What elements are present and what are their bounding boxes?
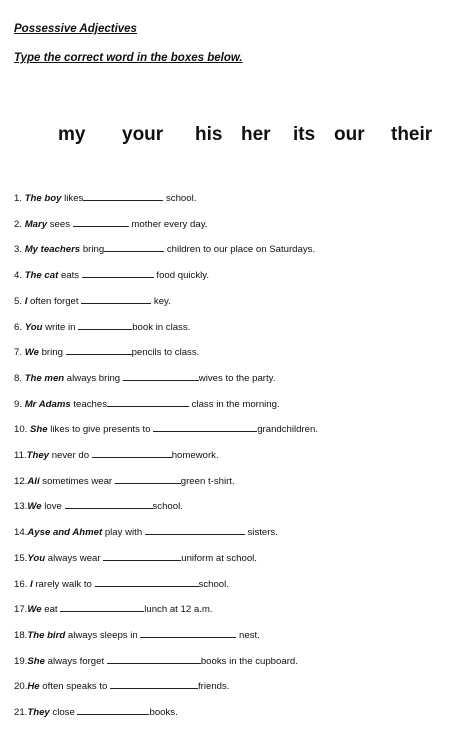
item-subject: We — [24, 347, 39, 359]
answer-blank[interactable] — [95, 576, 199, 587]
exercise-item — [14, 344, 199, 359]
exercise-item — [14, 396, 280, 411]
answer-blank[interactable] — [65, 498, 153, 509]
item-text-before: always sleeps in — [65, 629, 141, 641]
item-number: 15. — [14, 552, 28, 564]
word-bank-word: their — [391, 124, 433, 145]
item-subject: You — [24, 321, 43, 333]
exercise-item — [14, 421, 318, 436]
exercise-item — [14, 601, 213, 616]
word-bank-word: our — [334, 124, 365, 145]
item-text-after: green t-shirt. — [180, 475, 235, 487]
item-text-after: mother every day. — [128, 218, 208, 230]
item-text-before: bring — [38, 347, 66, 359]
item-text-after: food quickly. — [153, 270, 210, 282]
exercise-item — [14, 293, 171, 308]
item-number: 10. — [14, 424, 28, 436]
answer-blank[interactable] — [81, 293, 151, 304]
answer-blank[interactable] — [145, 524, 245, 535]
item-text-before: love — [41, 501, 65, 513]
item-text-before: eat — [41, 604, 61, 616]
item-number: 14. — [14, 527, 28, 539]
page-title: Possessive Adjectives — [14, 23, 137, 35]
item-number: 5. — [14, 295, 23, 307]
item-text-after: uniform at school. — [181, 552, 257, 564]
item-number: 11. — [14, 450, 27, 461]
answer-blank[interactable] — [60, 601, 144, 612]
item-number: 3. — [14, 244, 23, 256]
item-subject: My teachers — [24, 244, 81, 256]
item-subject: He — [27, 681, 40, 693]
item-text-before: likes to give presents to — [47, 424, 154, 436]
item-text-before: close — [49, 707, 78, 718]
item-text-before: never do — [49, 450, 92, 461]
item-number: 6. — [14, 321, 23, 333]
answer-blank[interactable] — [153, 421, 257, 432]
item-number: 4. — [14, 270, 23, 282]
item-subject: The cat — [24, 270, 59, 282]
item-subject: The bird — [27, 629, 66, 641]
exercise-item — [14, 653, 298, 668]
item-subject: Ali — [27, 475, 40, 487]
exercise-item — [14, 498, 183, 513]
answer-blank[interactable] — [103, 550, 181, 561]
answer-blank[interactable] — [140, 627, 236, 638]
answer-blank[interactable] — [77, 704, 149, 715]
item-subject: Mr Adams — [24, 398, 71, 410]
item-number: 12. — [14, 475, 28, 487]
answer-blank[interactable] — [83, 190, 163, 201]
answer-blank[interactable] — [66, 344, 132, 355]
item-text-after: lunch at 12 a.m. — [144, 604, 213, 616]
exercise-item — [14, 319, 190, 334]
item-text-after: books in the cupboard. — [200, 655, 298, 667]
item-text-after: nest. — [236, 629, 260, 641]
exercise-item — [14, 241, 315, 256]
exercise-item — [14, 473, 235, 488]
exercise-item — [14, 447, 219, 462]
exercise-item — [14, 267, 209, 282]
exercise-item — [14, 576, 229, 591]
item-subject: They — [27, 707, 50, 718]
item-subject: I — [30, 578, 33, 590]
answer-blank[interactable] — [92, 447, 172, 458]
item-number: 18. — [14, 629, 28, 641]
item-number: 13. — [14, 501, 28, 513]
item-subject: I — [24, 295, 28, 307]
item-text-after: class in the morning. — [189, 398, 280, 410]
word-bank-word: its — [293, 124, 316, 145]
item-text-before: always forget — [44, 655, 107, 667]
item-text-before: rarely walk to — [32, 578, 95, 590]
item-text-after: key. — [151, 295, 171, 307]
answer-blank[interactable] — [107, 653, 201, 664]
exercise-item — [14, 627, 260, 642]
word-bank-word: his — [195, 124, 223, 145]
exercise-item — [14, 678, 229, 693]
item-number: 16. — [14, 578, 28, 590]
exercise-item — [14, 550, 257, 565]
item-subject: We — [27, 501, 42, 513]
item-text-after: children to our place on Saturdays. — [164, 244, 316, 256]
item-number: 19. — [14, 655, 28, 667]
item-number: 21. — [14, 707, 28, 718]
item-text-after: homework. — [171, 450, 219, 461]
item-number: 1. — [14, 193, 23, 204]
item-text-before: often forget — [27, 295, 82, 307]
answer-blank[interactable] — [104, 241, 164, 252]
item-text-after: school. — [198, 578, 229, 590]
item-text-before: play with — [102, 527, 145, 539]
item-number: 7. — [14, 347, 23, 359]
item-text-after: pencils to class. — [131, 347, 200, 359]
exercise-item — [14, 190, 196, 205]
item-text-after: school. — [163, 193, 197, 204]
item-text-before: write in — [42, 321, 79, 333]
item-subject: We — [27, 604, 42, 616]
item-text-after: books. — [149, 707, 178, 718]
item-text-before: likes — [61, 193, 84, 204]
word-bank — [0, 124, 450, 148]
item-number: 20. — [14, 681, 28, 693]
item-subject: Ayse and Ahmet — [27, 527, 103, 539]
exercise-item — [14, 370, 275, 385]
item-number: 9. — [14, 398, 23, 410]
item-number: 17. — [14, 604, 28, 616]
word-bank-word: my — [58, 124, 86, 145]
item-text-before: always bring — [64, 372, 123, 384]
item-text-after: friends. — [198, 681, 230, 693]
item-subject: The boy — [24, 193, 62, 204]
item-subject: She — [27, 655, 45, 667]
item-text-after: book in class. — [132, 321, 191, 333]
item-text-before: sometimes wear — [39, 475, 115, 487]
word-bank-word: your — [122, 124, 164, 145]
item-text-after: sisters. — [244, 527, 278, 539]
item-text-before: bring — [80, 244, 105, 256]
item-subject: Mary — [24, 218, 48, 230]
answer-blank[interactable] — [73, 216, 129, 227]
item-subject: She — [30, 424, 48, 436]
answer-blank[interactable] — [115, 473, 181, 484]
item-number: 8. — [14, 372, 23, 384]
item-number: 2. — [14, 218, 23, 230]
exercise-item — [14, 704, 178, 719]
instruction: Type the correct word in the boxes below. — [14, 52, 243, 64]
item-text-after: grandchildren. — [257, 424, 319, 436]
item-text-before: sees — [47, 218, 73, 230]
item-text-after: wives to the party. — [198, 372, 276, 384]
answer-blank[interactable] — [107, 396, 189, 407]
answer-blank[interactable] — [78, 319, 132, 330]
answer-blank[interactable] — [110, 678, 198, 689]
exercise-item — [14, 216, 207, 231]
item-subject: They — [26, 450, 50, 461]
item-subject: You — [27, 552, 46, 564]
word-bank-word: her — [241, 124, 271, 145]
item-text-before: eats — [58, 270, 82, 282]
answer-blank[interactable] — [123, 370, 199, 381]
answer-blank[interactable] — [82, 267, 154, 278]
item-text-after: school. — [152, 501, 183, 513]
item-subject: The men — [24, 372, 65, 384]
exercise-item — [14, 524, 278, 539]
item-text-before: always wear — [45, 552, 104, 564]
item-text-before: often speaks to — [39, 681, 111, 693]
item-text-before: teaches — [70, 398, 107, 410]
